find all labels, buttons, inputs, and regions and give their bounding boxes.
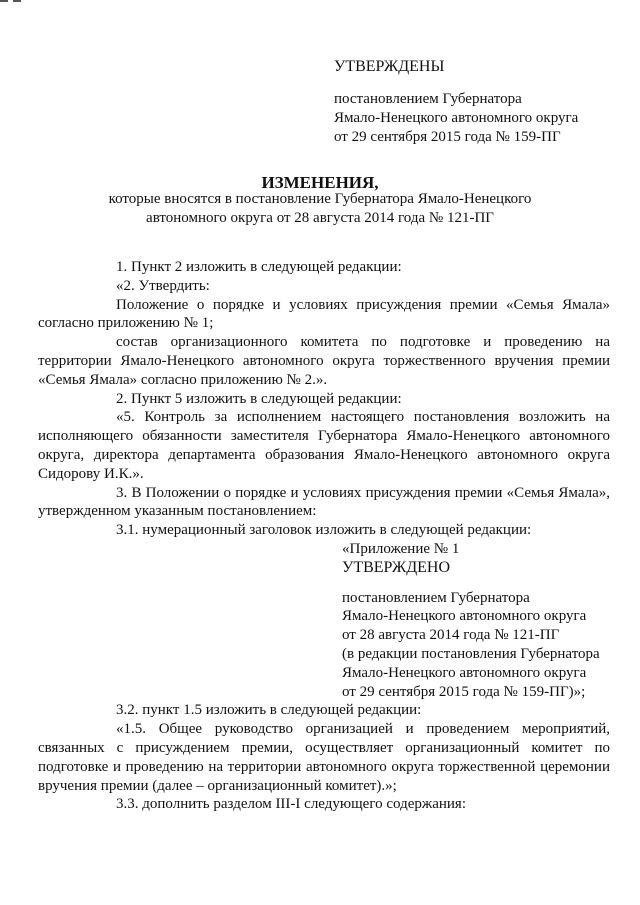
approval-line: от 29 сентября 2015 года № 159-ПГ bbox=[334, 129, 561, 145]
approval-heading: УТВЕРЖДЕНЫ bbox=[334, 58, 445, 75]
appendix-line: (в редакции постановления Губернатора bbox=[342, 645, 600, 662]
document-title: ИЗМЕНЕНИЯ, bbox=[261, 173, 379, 192]
paragraph: 3.1. нумерационный заголовок изложить в следующей редакции: bbox=[116, 522, 532, 539]
scan-mark-1 bbox=[0, 0, 8, 2]
paragraph: «1.5. Общее руководство организацией и проведением мероприятий, связанных с присуждением премии, осуществляет организационный комитет по подготовке и проведению на территории автономного округа торжественной церемонии вручения премии (далее – организационный комитет).»; bbox=[38, 721, 610, 794]
paragraph: «5. Контроль за исполнением настоящего постановления возложить на исполняющего обязанности заместителя Губернатора Ямало-Ненецкого автономного округа, директора департамента образования Ямало-Ненецкого автономного округа Сидорову И.К.». bbox=[38, 409, 610, 482]
paragraph: Положение о порядке и условиях присуждения премии «Семья Ямала» согласно приложению № 1; bbox=[38, 296, 610, 332]
paragraph: 2. Пункт 5 изложить в следующей редакции: bbox=[116, 390, 402, 407]
paragraph: 3.2. пункт 1.5 изложить в следующей редакции: bbox=[116, 702, 422, 719]
spacer bbox=[342, 578, 610, 589]
paragraph: 3.3. дополнить разделом III-I следующего содержания: bbox=[116, 796, 467, 813]
appendix-line: от 29 сентября 2015 года № 159-ПГ)»; bbox=[342, 683, 586, 700]
appendix-line: от 28 августа 2014 года № 121-ПГ bbox=[342, 627, 560, 644]
appendix-line: постановлением Губернатора bbox=[342, 589, 530, 606]
paragraph: 3. В Положении о порядке и условиях присуждения премии «Семья Ямала», утвержденном указанным постановлением: bbox=[38, 484, 610, 520]
appendix-line: Ямало-Ненецкого автономного округа bbox=[342, 608, 587, 625]
scan-mark-2 bbox=[13, 0, 21, 2]
approval-block bbox=[334, 56, 634, 147]
approval-line: Ямало-Ненецкого автономного округа bbox=[334, 110, 579, 126]
paragraph: «2. Утвердить: bbox=[116, 277, 210, 294]
appendix-heading-block bbox=[342, 540, 610, 701]
scan-corner-mark bbox=[0, 0, 30, 3]
subtitle-line: автономного округа от 28 августа 2014 года № 121-ПГ bbox=[146, 210, 494, 226]
document-body bbox=[38, 258, 610, 814]
appendix-heading: «Приложение № 1 bbox=[342, 540, 460, 557]
subtitle-line: которые вносятся в постановление Губернатора Ямало-Ненецкого bbox=[108, 191, 532, 207]
appendix-approved-label: УТВЕРЖДЕНО bbox=[342, 558, 451, 576]
paragraph: состав организационного комитета по подготовке и проведению на территории Ямало-Ненецкого автономного округа торжественного вручения премии «Семья Ямала» согласно приложению № 2.». bbox=[38, 334, 610, 388]
paragraph: 1. Пункт 2 изложить в следующей редакции: bbox=[116, 259, 402, 275]
document-subtitle bbox=[60, 190, 580, 228]
approval-line: постановлением Губернатора bbox=[334, 91, 522, 107]
appendix-line: Ямало-Ненецкого автономного округа bbox=[342, 664, 587, 681]
